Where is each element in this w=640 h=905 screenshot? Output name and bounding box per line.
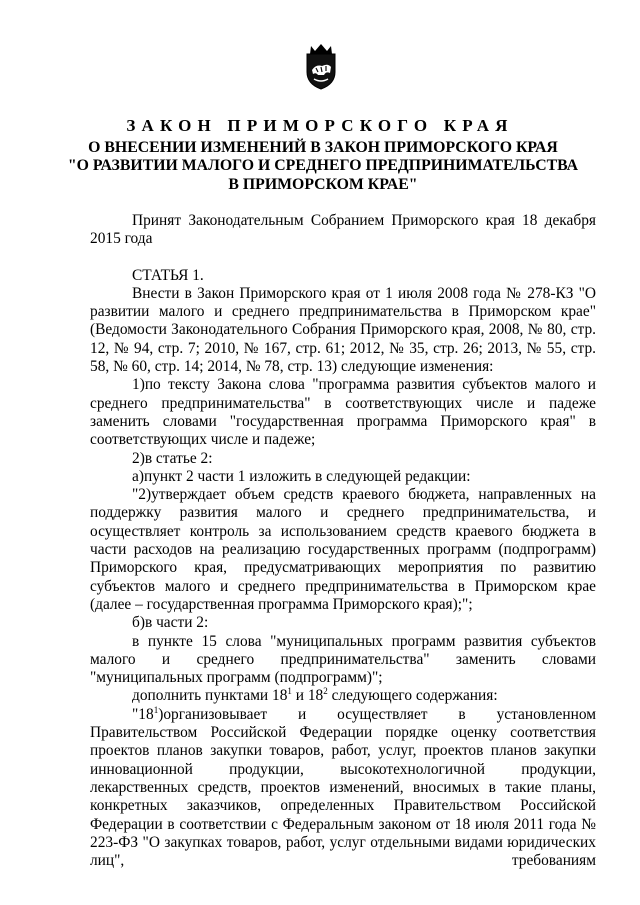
text-run: "18 xyxy=(132,705,154,723)
paragraph-item2: 2)в статье 2: xyxy=(132,449,213,467)
paragraph-quote2: "2)утверждает объем средств краевого бюджета, направленных на поддержку развития малого и среднего предпринимательства, и осуществляет контроль за использованием средств краевого бюджета в части расходов на реализацию государственных программ (подпрограмм) Приморского края, предусматривающих мероприятия по развитию субъектов малого и среднего предпринимательства в Приморском крае (далее – государственная программа Приморского края);"; xyxy=(90,486,596,613)
superscript: 2 xyxy=(323,686,328,697)
text-run: и 18 xyxy=(291,687,324,705)
paragraph-item2b: б)в части 2: xyxy=(132,614,209,632)
paragraph-item2a: а)пункт 2 части 1 изложить в следующей редакции: xyxy=(132,467,471,485)
subtitle-line: "О РАЗВИТИИ МАЛОГО И СРЕДНЕГО ПРЕДПРИНИМАТЕЛЬСТВА xyxy=(67,157,579,175)
paragraph-item1: 1)по тексту Закона слова "программа развития субъектов малого и среднего предпринимательства" в соответствующих числе и падеже заменить словами "государственная программа Приморского края" в соответствующих числе и падеже; xyxy=(90,376,596,449)
superscript: 1 xyxy=(153,704,159,715)
paragraph-supplement xyxy=(90,687,596,705)
paragraph-intro: Внести в Закон Приморского края от 1 июля 2008 года № 278-КЗ "О развитии малого и среднего предпринимательства в Приморском крае" (Ведомости Законодательного Собрания Приморского края, 2008, № 80, стр. 12, № 94, стр. 7; 2010, № 167, стр. 61; 2012, № 35, стр. 26; 2013, № 55, стр. 58, № 60, стр. 14; 2014, № 78, стр. 13) следующие изменения: xyxy=(90,284,596,376)
primorsky-coat-of-arms-icon xyxy=(304,42,338,90)
paragraph-18-1 xyxy=(90,706,596,871)
text-run: следующего содержания: xyxy=(327,687,498,705)
superscript: 1 xyxy=(287,686,292,697)
text-run: )организовывает и осуществляет в установленном Правительством Российской Федерации порядке оценку соответствия проектов планов закупки товаров, работ, услуг, проектов планов закупки инновационной продукции, высокотехнологичной продукции, лекарственных средств, проектов изменений, вносимых в такие планы, конкретных заказчиков, определенных Правительством Российской Федерации в соответствии с Федеральным законом от 18 июля 2011 года № 223-ФЗ "О закупках товаров, работ, услуг отдельными видами юридических лиц", требованиям xyxy=(90,705,596,870)
subtitle-line: В ПРИМОРСКОМ КРАЕ" xyxy=(228,175,418,193)
law-subtitle xyxy=(60,139,586,194)
article-heading: СТАТЬЯ 1. xyxy=(132,266,204,284)
paragraph-p15: в пункте 15 слова "муниципальных программ развития субъектов малого и среднего предпринимательства" заменить словами "муниципальных программ (подпрограмм)"; xyxy=(90,632,596,687)
adoption-statement: Принят Законодательным Собранием Приморского края 18 декабря 2015 года xyxy=(90,212,596,248)
law-title: ЗАКОН ПРИМОРСКОГО КРАЯ xyxy=(126,116,514,135)
subtitle-line: О ВНЕСЕНИИ ИЗМЕНЕНИЙ В ЗАКОН ПРИМОРСКОГО КРАЯ xyxy=(88,139,558,156)
document-body xyxy=(90,212,596,870)
text-run: дополнить пунктами 18 xyxy=(132,687,288,705)
